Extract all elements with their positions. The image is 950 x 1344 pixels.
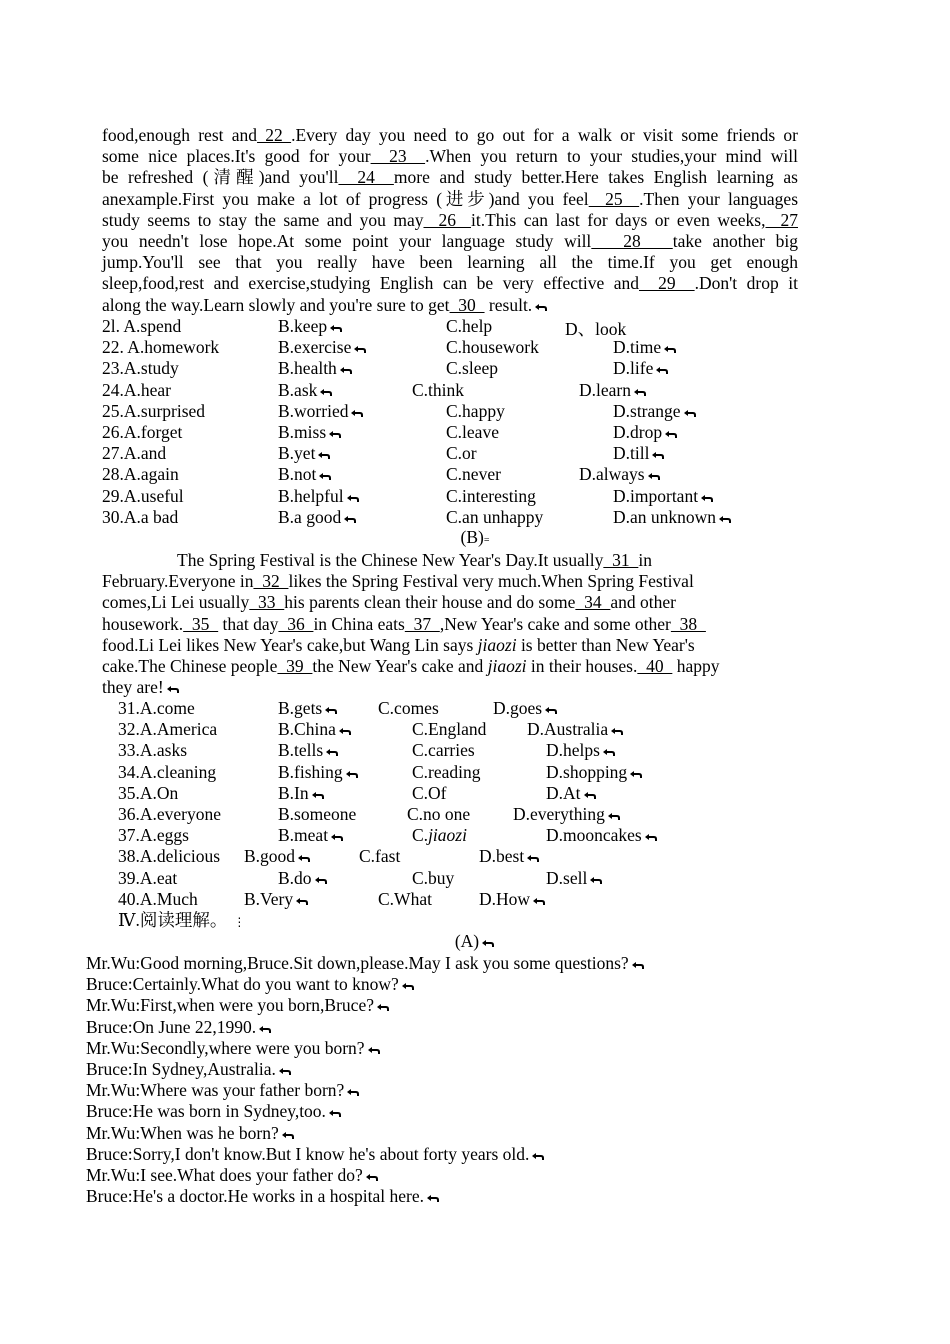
return-mark-icon	[346, 493, 360, 503]
blank-35: 35	[183, 613, 219, 634]
blank-30: 30	[449, 294, 485, 315]
blank-23: 23	[370, 146, 426, 167]
return-mark-icon	[278, 1066, 292, 1076]
return-mark-icon	[607, 811, 621, 821]
section-b-heading: (B)=	[460, 527, 490, 547]
return-mark-icon	[317, 450, 331, 460]
option-b: B.not	[278, 464, 332, 485]
option-b: B.exercise	[278, 337, 367, 358]
option-c: C.never	[446, 464, 501, 485]
blank-39: 39	[277, 656, 313, 677]
blank-22: 22	[257, 125, 292, 145]
option-d: D.everything	[513, 804, 621, 825]
option-b: B.good	[244, 846, 311, 867]
option-c: C.interesting	[446, 485, 536, 506]
return-mark-icon	[531, 1151, 545, 1161]
option-c: C.housework	[446, 337, 539, 358]
option-c: C.sleep	[446, 358, 499, 379]
option-a: 39.A.eat	[118, 867, 178, 888]
option-b: B.meat	[278, 825, 344, 846]
option-b: B.keep	[278, 316, 343, 337]
passage-line: some nice places.It's good for your 23 .When you return to your studies,your mind will	[102, 146, 798, 167]
option-d: D.an unknown	[613, 507, 732, 528]
option-c: C.or	[446, 443, 477, 464]
return-mark-icon	[343, 514, 357, 524]
blank-29: 29	[639, 273, 695, 294]
passage-line: food.Li Lei likes New Year's cake,but Wang Lin says jiaozi is better than New Year's	[102, 634, 695, 655]
passage-line: February.Everyone in 32 likes the Spring Festival very much.When Spring Festival	[102, 571, 694, 592]
option-a: 29.A.useful	[102, 485, 184, 506]
blank-24: 24	[338, 167, 394, 188]
option-a: 22. A.homework	[102, 337, 220, 358]
passage-line: study seems to stay the same and you may 26 it.This can last for days or even weeks, 27	[102, 209, 798, 230]
blank-27: 27	[765, 209, 798, 230]
blank-25: 25	[588, 188, 640, 209]
option-b: B.China	[278, 719, 352, 740]
return-mark-icon	[367, 1045, 381, 1055]
option-b: B.do	[278, 868, 328, 889]
option-d: D.important	[613, 486, 714, 507]
option-b: B.Very	[244, 889, 309, 910]
option-d: D.How	[479, 889, 546, 910]
return-mark-icon	[526, 853, 540, 863]
return-mark-icon	[339, 365, 353, 375]
blank-37: 37	[404, 613, 440, 634]
option-d: D.shopping	[546, 762, 643, 783]
passage-line: you needn't lose hope.At some point your language study will 28 take another big	[102, 231, 799, 252]
dialogue-line: Bruce:In Sydney,Australia.	[86, 1059, 292, 1080]
passage-line: housework. 35 that day 36 in China eats 37 ,New Year's cake and some other 38	[102, 613, 706, 634]
passage-line: they are!	[102, 677, 802, 698]
blank-31: 31	[603, 550, 639, 570]
option-d: D.best	[479, 846, 540, 867]
option-a: 2l. A.spend	[102, 316, 182, 336]
option-d: D.till	[613, 443, 665, 464]
option-a: 26.A.forget	[102, 422, 183, 442]
option-b: B.ask	[278, 380, 333, 401]
option-b: B.yet	[278, 443, 331, 464]
option-d: D.sell	[546, 868, 603, 889]
option-a: 33.A.asks	[118, 740, 188, 761]
option-c: C.leave	[446, 422, 499, 442]
option-b: B.someone	[278, 804, 357, 824]
return-mark-icon	[376, 1002, 390, 1012]
option-c: C.carries	[412, 740, 475, 761]
option-c: C.jiaozi	[412, 825, 467, 846]
option-a: 35.A.On	[118, 782, 179, 803]
option-b: B.In	[278, 783, 325, 804]
blank-40: 40	[637, 656, 673, 677]
return-mark-icon	[589, 875, 603, 885]
return-mark-icon	[346, 1087, 360, 1097]
return-mark-icon	[345, 769, 359, 779]
return-mark-icon	[328, 1108, 342, 1118]
return-mark-icon	[318, 471, 332, 481]
option-d: D.At	[546, 783, 597, 804]
return-mark-icon	[324, 705, 338, 715]
return-mark-icon	[655, 365, 669, 375]
return-mark-icon	[295, 896, 309, 906]
dialogue-line: Bruce:On June 22,1990.	[86, 1017, 272, 1038]
option-b: B.tells	[278, 740, 339, 761]
option-c: C.fast	[359, 846, 401, 867]
passage-line: anexample.First you make a lot of progress (进步)and you feel 25 .Then your languages	[102, 188, 799, 209]
return-mark-icon	[644, 832, 658, 842]
option-d: D.life	[613, 358, 669, 379]
reading-a-heading: (A)	[0, 931, 950, 952]
return-mark-icon	[633, 387, 647, 397]
option-a: 32.A.America	[118, 719, 218, 740]
return-mark-icon	[319, 387, 333, 397]
return-mark-icon	[631, 960, 645, 970]
blank-28: 28	[591, 231, 673, 252]
passage-line: food,enough rest and 22 .Every day you need to go out for a walk or visit some friends or	[102, 125, 798, 145]
option-b: B.helpful	[278, 486, 360, 507]
option-d: D.mooncakes	[546, 825, 658, 846]
dialogue-line: Bruce:Sorry,I don't know.But I know he's about forty years old.	[86, 1144, 545, 1165]
option-c: C.comes	[378, 698, 439, 718]
option-d: D.helps	[546, 740, 616, 761]
option-d: D.time	[613, 337, 677, 358]
option-c: C.happy	[446, 400, 505, 421]
blank-38: 38	[670, 613, 706, 634]
return-mark-icon	[532, 896, 546, 906]
return-mark-icon	[663, 344, 677, 354]
return-mark-icon	[297, 853, 311, 863]
return-mark-icon	[629, 769, 643, 779]
return-mark-icon	[534, 302, 548, 312]
section-iv-heading: Ⅳ.阅读理解。 ⋮	[118, 910, 246, 930]
option-a: 23.A.study	[102, 358, 179, 379]
return-mark-icon	[683, 408, 697, 418]
option-b: B.health	[278, 358, 353, 379]
option-c: C.help	[446, 316, 493, 336]
option-b: B.gets	[278, 698, 338, 719]
blank-32: 32	[253, 571, 289, 592]
return-mark-icon	[258, 1024, 272, 1034]
return-mark-icon	[329, 323, 343, 333]
option-a: 37.A.eggs	[118, 825, 189, 846]
return-mark-icon	[583, 790, 597, 800]
option-b: B.worried	[278, 401, 364, 422]
blank-33: 33	[249, 592, 285, 613]
passage-line: jump.You'll see that you really have been learning all the time.If you get enough	[102, 252, 798, 273]
blank-36: 36	[278, 613, 314, 634]
return-mark-icon	[700, 493, 714, 503]
option-a: 36.A.everyone	[118, 804, 222, 824]
dialogue-line: Mr.Wu:Secondly,where were you born?	[86, 1038, 381, 1059]
return-mark-icon	[330, 832, 344, 842]
option-d: D、look	[565, 319, 627, 339]
return-mark-icon	[338, 726, 352, 736]
return-mark-icon	[544, 705, 558, 715]
option-a: 30.A.a bad	[102, 506, 179, 527]
return-mark-icon	[314, 875, 328, 885]
dialogue-line: Mr.Wu:Good morning,Bruce.Sit down,please.May I ask you some questions?	[86, 953, 645, 974]
return-mark-icon	[664, 429, 678, 439]
return-mark-icon	[281, 1130, 295, 1140]
option-c: C.think	[412, 379, 465, 400]
return-mark-icon	[365, 1172, 379, 1182]
dialogue-line: Mr.Wu:When was he born?	[86, 1123, 295, 1144]
return-mark-icon	[350, 408, 364, 418]
option-d: D.always	[579, 464, 661, 485]
blank-34: 34	[575, 592, 611, 613]
option-d: D.drop	[613, 422, 678, 443]
option-a: 34.A.cleaning	[118, 761, 217, 782]
option-d: D.Australia	[527, 719, 624, 740]
return-mark-icon	[325, 747, 339, 757]
return-mark-icon	[328, 429, 342, 439]
dialogue-line: Bruce:He was born in Sydney,too.	[86, 1101, 342, 1122]
passage-line: be refreshed (清醒)and you'll 24 more and study better.Here takes English learning as	[102, 167, 798, 188]
passage-line: along the way.Learn slowly and you're sure to get 30 result.	[102, 295, 798, 316]
option-c: C.an unhappy	[446, 506, 544, 527]
passage-b	[102, 550, 802, 698]
option-a: 31.A.come	[118, 698, 195, 718]
option-b: B.a good	[278, 507, 357, 528]
option-c: C.What	[378, 888, 432, 909]
option-c: C.no one	[407, 804, 471, 824]
option-a: 38.A.delicious	[118, 846, 221, 867]
option-c: C.reading	[412, 761, 481, 782]
option-b: B.fishing	[278, 762, 359, 783]
return-mark-icon	[401, 981, 415, 991]
option-c: C.Of	[412, 782, 447, 803]
option-d: D.goes	[493, 698, 558, 719]
option-a: 25.A.surprised	[102, 400, 206, 421]
dialogue-line: Bruce:Certainly.What do you want to know?	[86, 974, 415, 995]
return-mark-icon	[602, 747, 616, 757]
option-a: 40.A.Much	[118, 888, 198, 909]
return-mark-icon	[166, 684, 180, 694]
option-c: C.buy	[412, 867, 455, 888]
option-a: 28.A.again	[102, 464, 179, 485]
passage-line: The Spring Festival is the Chinese New Year's Day.It usually 31 in	[177, 550, 652, 570]
option-a: 24.A.hear	[102, 379, 172, 400]
return-mark-icon	[311, 790, 325, 800]
blank-26: 26	[423, 209, 471, 230]
dialogue-line: Mr.Wu:First,when were you born,Bruce?	[86, 995, 390, 1016]
return-mark-icon	[481, 938, 495, 948]
return-mark-icon	[426, 1193, 440, 1203]
option-d: D.strange	[613, 401, 697, 422]
return-mark-icon	[718, 514, 732, 524]
dialogue-line: Mr.Wu:Where was your father born?	[86, 1080, 360, 1101]
option-d: D.learn	[579, 380, 647, 401]
option-a: 27.A.and	[102, 443, 167, 464]
dialogue-line: Bruce:He's a doctor.He works in a hospital here.	[86, 1186, 440, 1207]
passage-line: cake.The Chinese people 39 the New Year's cake and jiaozi in their houses. 40 happy	[102, 656, 720, 677]
option-b: B.miss	[278, 422, 342, 443]
return-mark-icon	[610, 726, 624, 736]
passage-line: sleep,food,rest and exercise,studying English can be very effective and 29 .Don't drop it	[102, 273, 798, 294]
return-mark-icon	[353, 344, 367, 354]
return-mark-icon	[651, 450, 665, 460]
option-c: C.England	[412, 719, 487, 740]
passage-line: comes,Li Lei usually 33 his parents clean their house and do some 34 and other	[102, 592, 676, 613]
cloze-passage-a	[102, 125, 798, 316]
dialogue-line: Mr.Wu:I see.What does your father do?	[86, 1165, 379, 1186]
return-mark-icon	[647, 471, 661, 481]
